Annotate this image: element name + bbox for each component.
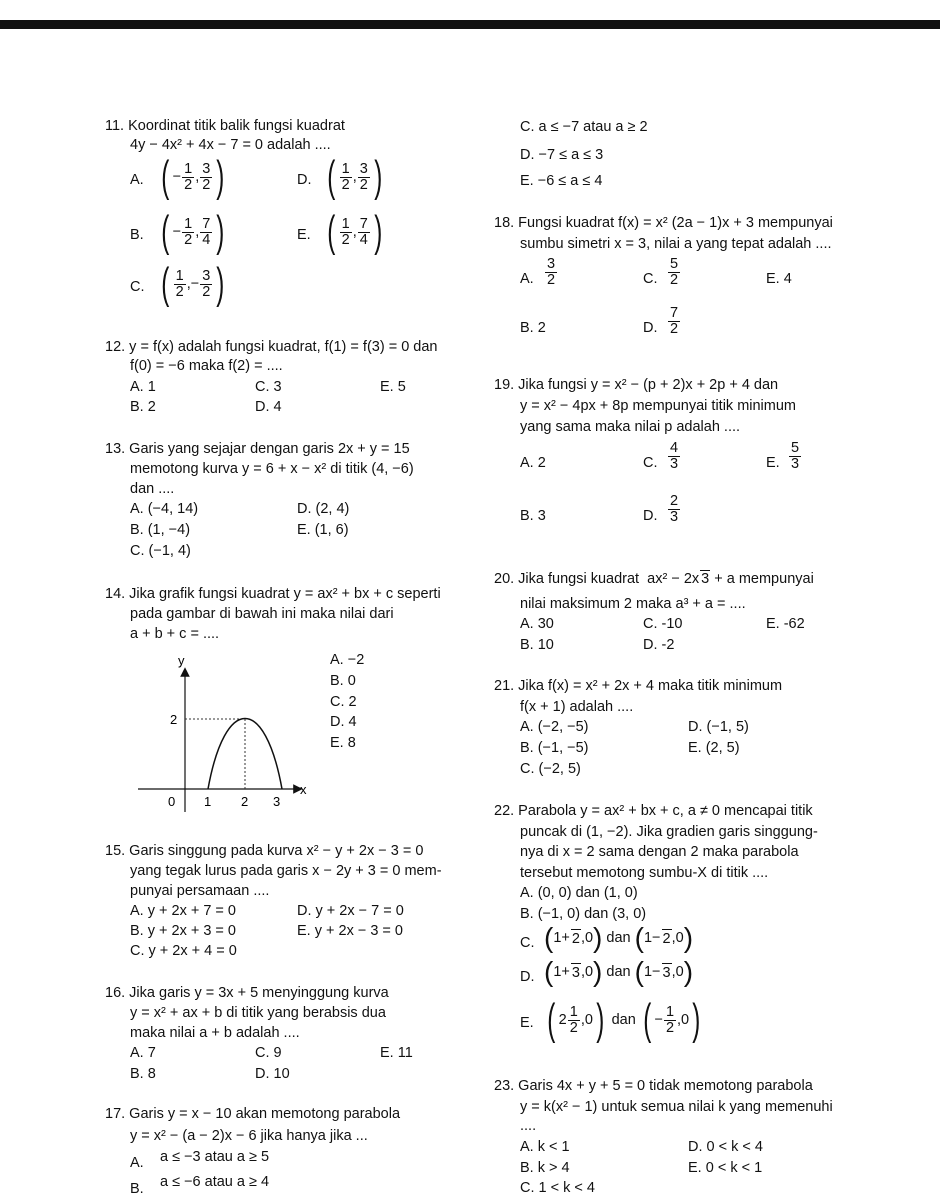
q18-option-c[interactable]: $\frac{5}{2}$ <box>670 256 679 288</box>
q11-option-e[interactable]: ( $\frac{1}{2}$ , $\frac{7}{4}$ ) <box>327 207 383 256</box>
q18-option-e[interactable]: E. 4 <box>766 271 792 287</box>
q19-option-a[interactable]: A. 2 <box>520 455 546 471</box>
q11-stem-line2: 4y − 4x² + 4x − 7 = 0 adalah .... <box>130 137 331 153</box>
q14-parabola-graph <box>130 650 330 820</box>
q14-option-b[interactable]: B. 0 <box>330 673 356 689</box>
q18-stem-line1: 18. Fungsi kuadrat f(x) = x² (2a − 1)x + 3 mempunyai <box>494 215 833 231</box>
q15-stem-line2: yang tegak lurus pada garis x − 2y + 3 = 0 mem- <box>130 863 442 879</box>
q23-stem-line1: 23. Garis 4x + y + 5 = 0 tidak memotong parabola <box>494 1078 813 1094</box>
q14-option-d[interactable]: D. 4 <box>330 714 357 730</box>
q22-option-d[interactable]: ( 1+ 3 ,0 ) dan ( 1− 3 ,0 ) <box>544 956 694 987</box>
q14-stem-line2: pada gambar di bawah ini maka nilai dari <box>130 606 394 622</box>
q14-tick-1: 1 <box>204 794 212 809</box>
q17-option-a[interactable]: a ≤ −3 atau a ≥ 5 <box>160 1149 270 1165</box>
q21-option-a[interactable]: A. (−2, −5) <box>520 719 589 735</box>
q22-option-a[interactable]: A. (0, 0) dan (1, 0) <box>520 885 638 901</box>
q11-option-b-label[interactable]: B. <box>130 227 144 243</box>
q22-option-c-label[interactable]: C. <box>520 935 535 951</box>
q17-stem-line2: y = x² − (a − 2)x − 6 jika hanya jika ... <box>130 1128 368 1144</box>
q22-option-e-label[interactable]: E. <box>520 1015 534 1031</box>
q13-option-d[interactable]: D. (2, 4) <box>297 501 350 517</box>
q18-option-d[interactable]: $\frac{7}{2}$ <box>670 305 679 337</box>
q14-parabola-curve <box>208 719 282 790</box>
q16-option-c[interactable]: C. 9 <box>255 1045 282 1061</box>
q17-option-a-label[interactable]: A. <box>130 1155 144 1171</box>
q14-y-label: y <box>178 653 185 668</box>
q11-option-c-label[interactable]: C. <box>130 279 145 295</box>
q13-option-e[interactable]: E. (1, 6) <box>297 522 349 538</box>
q17-option-d[interactable]: D. −7 ≤ a ≤ 3 <box>520 147 604 163</box>
q21-option-e[interactable]: E. (2, 5) <box>688 740 740 756</box>
q14-stem-line1: 14. Jika grafik fungsi kuadrat y = ax² + bx + c seperti <box>105 586 441 602</box>
q16-stem-line1: 16. Jika garis y = 3x + 5 menyinggung kurva <box>105 985 389 1001</box>
q14-x-label: x <box>300 782 307 797</box>
q13-stem-line2: memotong kurva y = 6 + x − x² di titik (4, −6) <box>130 461 414 477</box>
q22-stem-line2: puncak di (1, −2). Jika gradien garis singgung- <box>520 824 818 840</box>
q14-option-a[interactable]: A. −2 <box>330 652 365 668</box>
q22-option-c[interactable]: ( 1+ 2 ,0 ) dan ( 1− 2 ,0 ) <box>544 922 694 953</box>
q11-option-d-label[interactable]: D. <box>297 172 312 188</box>
q17-option-e[interactable]: E. −6 ≤ a ≤ 4 <box>520 173 603 189</box>
q20-option-e[interactable]: E. -62 <box>766 616 805 632</box>
q21-stem-line1: 21. Jika f(x) = x² + 2x + 4 maka titik minimum <box>494 678 783 694</box>
q17-option-b[interactable]: a ≤ −6 atau a ≥ 4 <box>160 1174 270 1190</box>
q14-tick-y2: 2 <box>170 712 178 727</box>
q18-option-a-label[interactable]: A. <box>520 271 534 287</box>
q17-option-c[interactable]: C. a ≤ −7 atau a ≥ 2 <box>520 119 648 135</box>
q19-stem-line3: yang sama maka nilai p adalah .... <box>520 419 741 435</box>
q15-option-c[interactable]: C. y + 2x + 4 = 0 <box>130 943 237 959</box>
q19-option-d-label[interactable]: D. <box>643 508 658 524</box>
q19-option-c[interactable]: $\frac{4}{3}$ <box>670 440 679 472</box>
q11-option-e-label[interactable]: E. <box>297 227 311 243</box>
q14-tick-2: 2 <box>241 794 249 809</box>
q21-option-b[interactable]: B. (−1, −5) <box>520 740 589 756</box>
q22-option-d-label[interactable]: D. <box>520 969 535 985</box>
q13-stem-line1: 13. Garis yang sejajar dengan garis 2x + y = 15 <box>105 441 410 457</box>
q13-option-c[interactable]: C. (−1, 4) <box>130 543 191 559</box>
q12-option-a[interactable]: A. 1 <box>130 379 156 395</box>
q14-option-c[interactable]: C. 2 <box>330 694 357 710</box>
q19-option-e-label[interactable]: E. <box>766 455 780 471</box>
q23-stem-line3: .... <box>520 1118 537 1134</box>
q16-stem-line3: maka nilai a + b adalah .... <box>130 1025 300 1041</box>
q11-option-c[interactable]: ( $\frac{1}{2}$ , − $\frac{3}{2}$ ) <box>161 259 225 308</box>
q12-option-e[interactable]: E. 5 <box>380 379 406 395</box>
q23-option-e[interactable]: E. 0 < k < 1 <box>688 1160 763 1176</box>
q19-option-e[interactable]: $\frac{5}{3}$ <box>791 440 800 472</box>
top-border-bar <box>0 20 940 29</box>
q22-stem-line4: tersebut memotong sumbu-X di titik .... <box>520 865 769 881</box>
q11-option-a[interactable]: ( − $\frac{1}{2}$ , $\frac{3}{2}$ ) <box>161 152 225 201</box>
q20-option-c[interactable]: C. -10 <box>643 616 683 632</box>
q19-option-d[interactable]: $\frac{2}{3}$ <box>670 493 679 525</box>
q11-option-d[interactable]: ( $\frac{1}{2}$ , $\frac{3}{2}$ ) <box>327 152 383 201</box>
q20-stem-line1: 20. Jika fungsi kuadrat ax² − 2x 3 + a mempunyai <box>494 571 814 587</box>
q14-tick-3: 3 <box>273 794 281 809</box>
q21-option-c[interactable]: C. (−2, 5) <box>520 761 581 777</box>
q16-option-b[interactable]: B. 8 <box>130 1066 156 1082</box>
q11-option-b[interactable]: ( − $\frac{1}{2}$ , $\frac{7}{4}$ ) <box>161 207 225 256</box>
q16-stem-line2: y = x² + ax + b di titik yang berabsis dua <box>130 1005 386 1021</box>
q15-option-a[interactable]: A. y + 2x + 7 = 0 <box>130 903 236 919</box>
q22-option-e[interactable]: ( 2 $\frac{1}{2}$ ,0 ) dan ( − $\frac{1}{2}$ ,0 ) <box>547 995 701 1044</box>
q11-option-a-label[interactable]: A. <box>130 172 144 188</box>
q18-option-c-label[interactable]: C. <box>643 271 658 287</box>
q18-option-b[interactable]: B. 2 <box>520 320 546 336</box>
q20-option-d[interactable]: D. -2 <box>643 637 675 653</box>
q16-option-a[interactable]: A. 7 <box>130 1045 156 1061</box>
q12-option-b[interactable]: B. 2 <box>130 399 156 415</box>
q23-option-b[interactable]: B. k > 4 <box>520 1160 570 1176</box>
q13-option-a[interactable]: A. (−4, 14) <box>130 501 199 517</box>
q15-stem-line3: punyai persamaan .... <box>130 883 270 899</box>
q14-option-e[interactable]: E. 8 <box>330 735 356 751</box>
q23-option-c[interactable]: C. 1 < k < 4 <box>520 1180 595 1196</box>
q18-option-d-label[interactable]: D. <box>643 320 658 336</box>
q15-stem-line1: 15. Garis singgung pada kurva x² − y + 2x − 3 = 0 <box>105 843 424 859</box>
q16-option-d[interactable]: D. 10 <box>255 1066 290 1082</box>
q13-stem-line3: dan .... <box>130 481 175 497</box>
q17-option-b-label[interactable]: B. <box>130 1181 144 1197</box>
q14-stem-line3: a + b + c = .... <box>130 626 220 642</box>
q21-option-d[interactable]: D. (−1, 5) <box>688 719 749 735</box>
q20-option-b[interactable]: B. 10 <box>520 637 554 653</box>
q15-option-d[interactable]: D. y + 2x − 7 = 0 <box>297 903 404 919</box>
q21-stem-line2: f(x + 1) adalah .... <box>520 699 634 715</box>
q11-stem-line1: 11. Koordinat titik balik fungsi kuadrat <box>105 118 345 134</box>
q13-option-b[interactable]: B. (1, −4) <box>130 522 191 538</box>
q12-option-c[interactable]: C. 3 <box>255 379 282 395</box>
q15-option-b[interactable]: B. y + 2x + 3 = 0 <box>130 923 236 939</box>
q19-option-c-label[interactable]: C. <box>643 455 658 471</box>
q22-option-b[interactable]: B. (−1, 0) dan (3, 0) <box>520 906 647 922</box>
q18-option-a[interactable]: $\frac{3}{2}$ <box>547 256 556 288</box>
q22-stem-line1: 22. Parabola y = ax² + bx + c, a ≠ 0 mencapai titik <box>494 803 813 819</box>
q23-stem-line2: y = k(x² − 1) untuk semua nilai k yang memenuhi <box>520 1099 833 1115</box>
q19-option-b[interactable]: B. 3 <box>520 508 546 524</box>
q12-stem-line1: 12. y = f(x) adalah fungsi kuadrat, f(1) = f(3) = 0 dan <box>105 339 438 355</box>
q17-stem-line1: 17. Garis y = x − 10 akan memotong parabola <box>105 1106 401 1122</box>
q18-stem-line2: sumbu simetri x = 3, nilai a yang tepat adalah .... <box>520 236 832 252</box>
q16-option-e[interactable]: E. 11 <box>380 1045 413 1061</box>
q20-option-a[interactable]: A. 30 <box>520 616 554 632</box>
q23-option-a[interactable]: A. k < 1 <box>520 1139 570 1155</box>
q15-option-e[interactable]: E. y + 2x − 3 = 0 <box>297 923 403 939</box>
q19-stem-line2: y = x² − 4px + 8p mempunyai titik minimum <box>520 398 797 414</box>
q23-option-d[interactable]: D. 0 < k < 4 <box>688 1139 763 1155</box>
q19-stem-line1: 19. Jika fungsi y = x² − (p + 2)x + 2p + 4 dan <box>494 377 779 393</box>
q22-stem-line3: nya di x = 2 sama dengan 2 maka parabola <box>520 844 799 860</box>
q12-stem-line2: f(0) = −6 maka f(2) = .... <box>130 358 283 374</box>
q12-option-d[interactable]: D. 4 <box>255 399 282 415</box>
q14-origin-label: 0 <box>168 794 176 809</box>
q20-stem-line2: nilai maksimum 2 maka a³ + a = .... <box>520 596 746 612</box>
